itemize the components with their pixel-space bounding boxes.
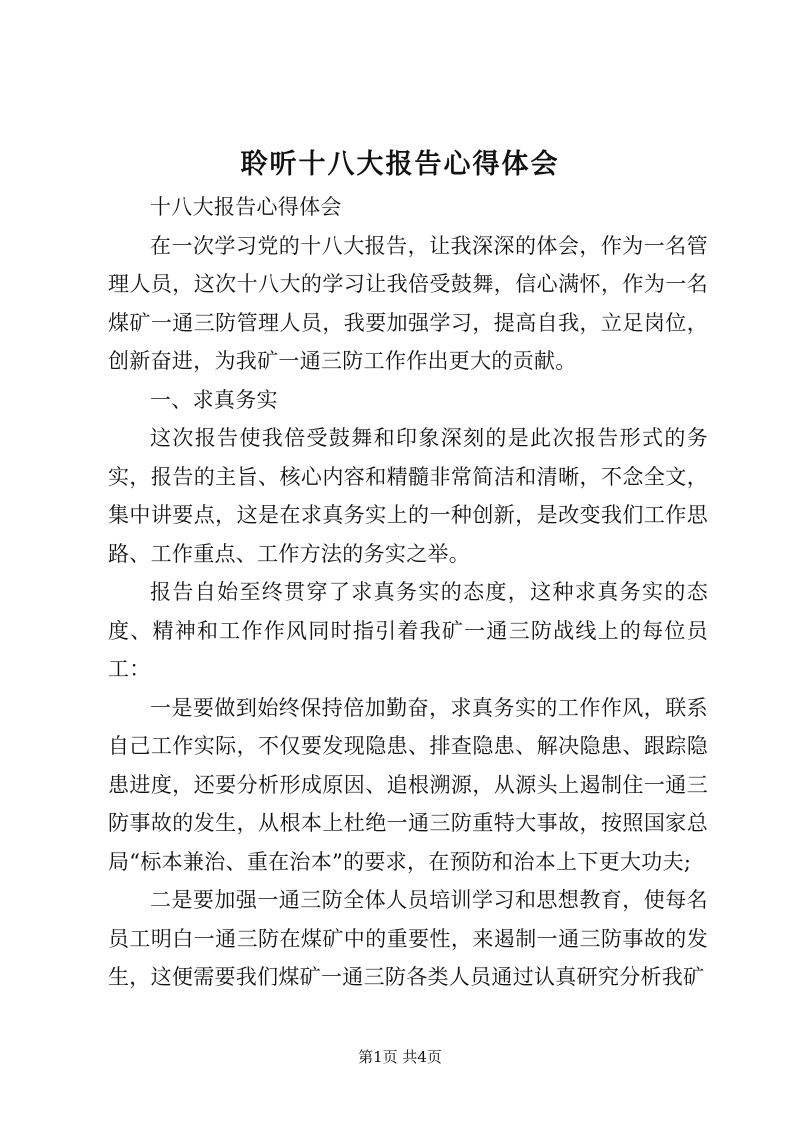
document-body [108, 188, 708, 997]
body-paragraph: 一是要做到始终保持倍加勤奋，求真务实的工作作风，联系自己工作实际，不仅要发现隐患、排查隐患、解决隐患、跟踪隐患进度，还要分析形成原因、追根溯源，从源头上遏制住一通三防事故的发生，从根本上杜绝一通三防重特大事故，按照国家总局“标本兼治、重在治本”的要求，在预防和治本上下更大功夫; [108, 695, 708, 874]
subtitle-paragraph: 十八大报告心得体会 [150, 195, 342, 219]
body-paragraph: 报告自始至终贯穿了求真务实的态度，这种求真务实的态度、精神和工作作风同时指引着我矿一通三防战线上的每位员工： [108, 580, 708, 681]
body-paragraph: 这次报告使我倍受鼓舞和印象深刻的是此次报告形式的务实，报告的主旨、核心内容和精髓非常简洁和清晰，不念全文，集中讲要点，这是在求真务实上的一种创新，是改变我们工作思路、工作重点、工作方法的务实之举。 [108, 426, 708, 566]
section-heading: 一、求真务实 [150, 387, 278, 412]
page-title: 聆听十八大报告心得体会 [240, 149, 560, 180]
body-paragraph: 在一次学习党的十八大报告，让我深深的体会，作为一名管理人员，这次十八大的学习让我倍受鼓舞，信心满怀，作为一名煤矿一通三防管理人员，我要加强学习，提高自我，立足岗位，创新奋进，为我矿一通三防工作作出更大的贡献。 [108, 233, 708, 373]
page-footer: 第1页 共4页 [358, 1048, 442, 1066]
body-paragraph: 二是要加强一通三防全体人员培训学习和思想教育，使每名员工明白一通三防在煤矿中的重要性，来遏制一通三防事故的发生，这便需要我们煤矿一通三防各类人员通过认真研究分析我矿 [108, 888, 708, 989]
